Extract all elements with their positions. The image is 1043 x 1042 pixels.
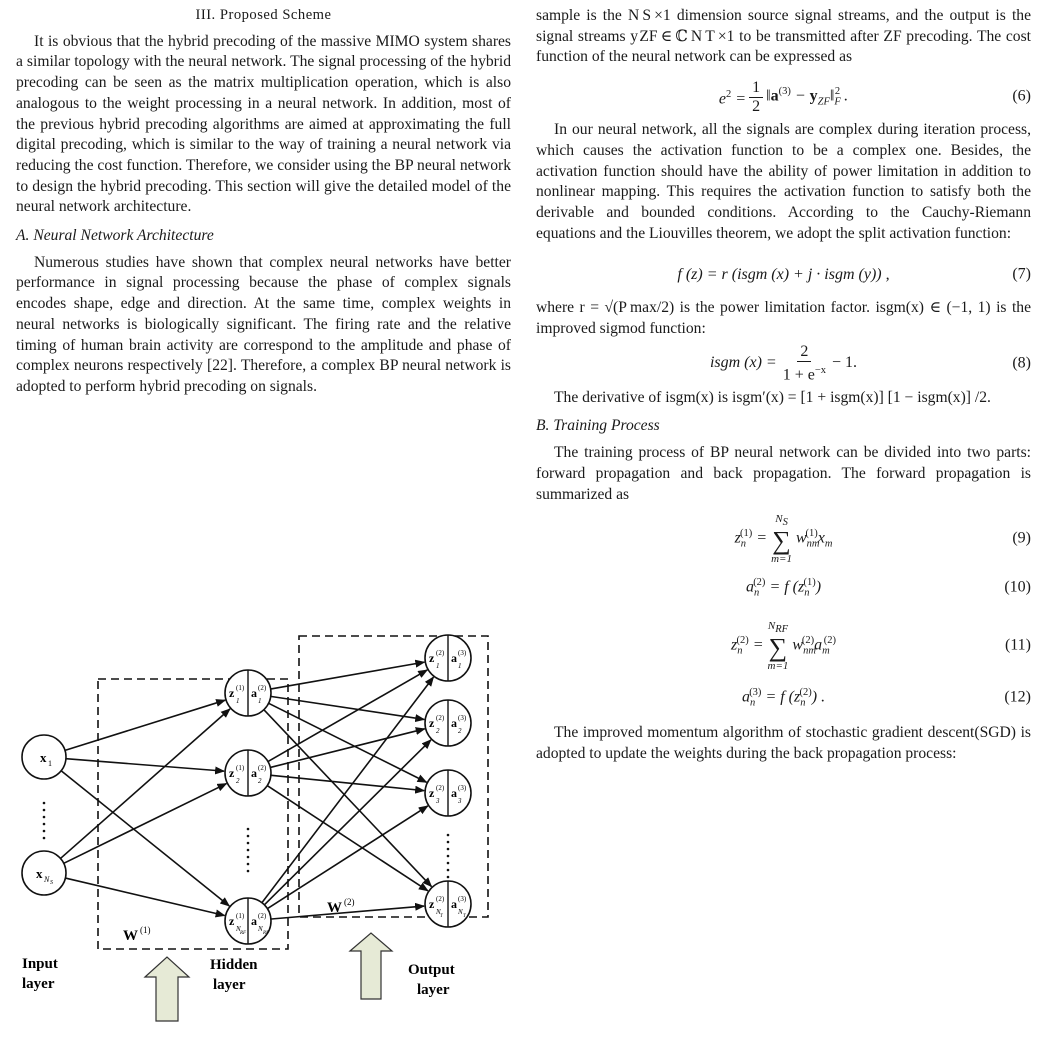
equation-8-number: (8) (1012, 354, 1031, 372)
hidden-layer-label-1: Hidden (210, 957, 258, 973)
equation-11-number: (11) (1004, 636, 1031, 654)
output-node-a-sub: 2 (458, 727, 462, 735)
source-signal-paragraph: sample is the N S ×1 dimension source signal streams, and the output is the signal streams y ZF ∈ ℂ N T ×1 to be transmitted after ZF precoding. The cost function of the neural network can be expressed as (536, 7, 1031, 66)
subsection-heading-a: A. Neural Network Architecture (16, 227, 214, 245)
output-node-z-sup: (2) (436, 895, 445, 903)
svg-text:1: 1 (48, 759, 52, 768)
equation-11: $z_n^{(2)}$ = $N_{RF}$ ∑ m=1 $w_{nm}^{(2)}a_m^{(2)}$ (11) (730, 620, 1031, 673)
equation-9-number: (9) (1012, 529, 1031, 547)
input-layer-label-1: Input (22, 956, 58, 972)
svg-text:S: S (50, 880, 53, 886)
neural-network-figure (16, 563, 511, 1033)
connection-input-0-hidden-0 (65, 700, 225, 750)
output-layer-label-1: Output (408, 962, 455, 978)
hidden-node-a-label: a (251, 766, 257, 780)
hidden-layer-label-2: layer (213, 977, 246, 993)
output-node-a-sub: 3 (458, 797, 462, 805)
output-ellipsis-dot (447, 862, 450, 865)
hidden-ellipsis-dot (247, 870, 250, 873)
equation-12: $a_n^{(3)} = f$ $(z_n^{(2)})$ . (12) (741, 686, 1031, 709)
output-ellipsis-dot (447, 869, 450, 872)
connection-hidden-1-output-2 (270, 775, 424, 790)
hidden-ellipsis-dot (247, 828, 250, 831)
subsection-heading-b: B. Training Process (536, 417, 660, 435)
connection-input-0-hidden-2 (61, 771, 229, 906)
output-node-z-sup: (2) (436, 784, 445, 792)
section-title: III. Proposed Scheme (195, 7, 332, 23)
input-ellipsis-dot (43, 823, 46, 826)
equation-10: $a_n^{(2)} = f$ $(z_n^{(1)})$ (10) (745, 576, 1031, 599)
connection-hidden-0-output-2 (268, 703, 427, 782)
hidden-ellipsis-dot (247, 842, 250, 845)
equation-12-number: (12) (1004, 688, 1031, 706)
derivative-paragraph: The derivative of isgm(x) is isgm′(x) = [1 + isgm(x)] [1 − isgm(x)] /2. (554, 388, 991, 406)
input-node-1-label: x (40, 750, 47, 765)
hidden-ellipsis-dot (247, 863, 250, 866)
connection-hidden-1-output-3 (266, 785, 428, 891)
output-ellipsis-dot (447, 855, 450, 858)
output-node-a-label: a (451, 651, 457, 665)
input-ellipsis-dot (43, 830, 46, 833)
output-node-z-sub: 3 (436, 797, 440, 805)
hidden-ellipsis-dot (247, 835, 250, 838)
connection-input-1-hidden-0 (60, 709, 230, 859)
output-node-a-sup: (3) (458, 649, 467, 657)
arrow-up-d (145, 957, 189, 1021)
output-node-z-sup: (2) (436, 714, 445, 722)
arrow-up-a (350, 933, 392, 999)
output-node-z-label: z (429, 897, 435, 911)
input-ellipsis-dot (43, 837, 46, 840)
output-node-a-sup: (3) (458, 784, 467, 792)
output-node-a-sup: (3) (458, 895, 467, 903)
output-node-z-label: z (429, 651, 435, 665)
hidden-node-a-label: a (251, 914, 257, 928)
hidden-node-3 (225, 898, 271, 944)
hidden-node-z-sub: 1 (236, 697, 240, 705)
intro-paragraph: It is obvious that the hybrid precoding of the massive MIMO system shares a similar topology with the neural network. The signal processing of the hybrid precoding can be seen as the matrix multiplication operation, which is also analogous to the weight processing in a neural network. In addition, most of the previous hybrid precoding algorithms are aimed at approximating the full digital precoding, which is similar to the way of training a neural network via reducing the cost function. Therefore, we consider using the BP neural network to design the hybrid precoding. This section will give the detailed model of the neural network architecture. (16, 32, 511, 216)
output-ellipsis-dot (447, 841, 450, 844)
output-node-z-sub: 1 (436, 662, 440, 670)
equation-9: $z_n^{(1)}$ = $N_S$ ∑ m=1 $w_{nm}^{(1)}x_m$ (9) (734, 513, 1031, 566)
input-layer-label-2: layer (22, 976, 55, 992)
hidden-node-z-sup: (1) (236, 912, 245, 920)
output-ellipsis-dot (447, 876, 450, 879)
input-ellipsis-dot (43, 802, 46, 805)
hidden-node-2 (225, 750, 271, 796)
hidden-node-a-sub: 2 (258, 777, 262, 785)
output-node-a-label: a (451, 897, 457, 911)
hidden-node-a-label: a (251, 686, 257, 700)
output-node-a-sub: 1 (458, 662, 462, 670)
output-node-z-sup: (2) (436, 649, 445, 657)
input-node-ns (22, 851, 66, 895)
weight-2-label: W (327, 900, 342, 916)
left-column (16, 0, 511, 398)
connection-hidden-2-output-3 (270, 906, 424, 919)
hidden-node-z-sub: 2 (236, 777, 240, 785)
activation-paragraph: In our neural network, all the signals are complex during iteration process, which causes the activation function to be a complex one. Besides, the activation function should have the ability of power limitation in addition to nonlinear mapping. This requires the activation function to satisfy both the derivable and bounded conditions. According to the Cauchy-Riemann equations and the Liouvilles theorem, we adopt the split activation function: (536, 121, 1031, 242)
input-ellipsis-dot (43, 816, 46, 819)
connection-hidden-2-output-0 (261, 677, 433, 903)
output-node-a-label: a (451, 716, 457, 730)
output-node-z-sub: 2 (436, 727, 440, 735)
equation-8: isgm (x) = $\frac{2}{1 + e^{-x}}$ − 1. (8) (709, 343, 1031, 384)
output-node-a-subsub: T (463, 914, 466, 919)
where-paragraph: where r = √(P max/2) is the power limitation factor. isgm(x) ∈ (−1, 1) is the improved sigmod function: (536, 299, 1031, 338)
output-node-4 (425, 881, 471, 927)
svg-text:N: N (44, 875, 50, 884)
output-node-3 (425, 770, 471, 816)
hidden-node-z-sup: (1) (236, 764, 245, 772)
output-layer-label-2: layer (417, 982, 450, 998)
hidden-node-a-subsub: RF (263, 931, 270, 936)
output-node-z-label: z (429, 786, 435, 800)
hidden-node-z-sub: N (236, 925, 241, 933)
output-ellipsis-dot (447, 834, 450, 837)
svg-text:(1): (1) (140, 925, 151, 935)
output-node-z-label: z (429, 716, 435, 730)
network-diagram (16, 563, 511, 1033)
output-node-z-subsub: T (440, 914, 443, 919)
hidden-node-a-sub: 1 (258, 697, 262, 705)
input-ellipsis (43, 802, 46, 840)
output-node-a-label: a (451, 786, 457, 800)
hidden-ellipsis-dot (247, 849, 250, 852)
hidden-node-z-label: z (229, 766, 235, 780)
output-node-z-sub: N (436, 908, 441, 916)
architecture-paragraph: Numerous studies have shown that complex neural networks have better performance in signal processing because the phase of complex signals encodes shape, edge and direction. At the same time, complex weights in neural networks is biologically significant. The firing rate and the relative timing of human brain activity are correspond to the amplitude and phase of complex neurons respectively [22]. Therefore, a complex BP neural network is adopted to perform hybrid precoding on signals. (16, 253, 511, 395)
input-ellipsis-dot (43, 809, 46, 812)
hidden-node-z-sup: (1) (236, 684, 245, 692)
right-column (536, 0, 1031, 765)
equation-6: $e^2$ = $\frac{1}{2}$ $‖a^{(3)}$ − $y_{ZF}‖_F^2$ . (6) (718, 78, 1031, 115)
output-node-a-sup: (3) (458, 714, 467, 722)
output-node-a-sub: N (458, 908, 463, 916)
hidden-node-z-label: z (229, 686, 235, 700)
hidden-node-z-subsub: RF (240, 931, 247, 936)
input-node-ns-label: x (36, 866, 43, 881)
hidden-node-a-sup: (2) (258, 684, 267, 692)
hidden-node-a-sub: N (258, 925, 263, 933)
hidden-node-z-label: z (229, 914, 235, 928)
input-node-1 (22, 735, 66, 779)
equation-6-number: (6) (1012, 87, 1031, 105)
equation-7: f (z) = r (isgm (x) + j · isgm (y)) , (7) (536, 252, 1031, 298)
output-ellipsis-dot (447, 848, 450, 851)
output-node-1 (425, 635, 471, 681)
svg-text:(2): (2) (344, 897, 355, 907)
sgd-paragraph: The improved momentum algorithm of stochastic gradient descent(SGD) is adopted to update the weights during the back propagation process: (536, 724, 1031, 762)
hidden-node-a-sup: (2) (258, 912, 267, 920)
hidden-ellipsis-dot (247, 856, 250, 859)
weight-1-label: W (123, 928, 138, 944)
output-node-2 (425, 700, 471, 746)
training-paragraph: The training process of BP neural network can be divided into two parts: forward propagation and back propagation. The forward propagation is summarized as (536, 444, 1031, 503)
connection-input-0-hidden-1 (66, 759, 224, 771)
connection-input-1-hidden-1 (64, 784, 227, 864)
equation-7-number: (7) (1012, 265, 1031, 283)
equation-10-number: (10) (1004, 578, 1031, 596)
hidden-node-a-sup: (2) (258, 764, 267, 772)
hidden-node-1 (225, 670, 271, 716)
